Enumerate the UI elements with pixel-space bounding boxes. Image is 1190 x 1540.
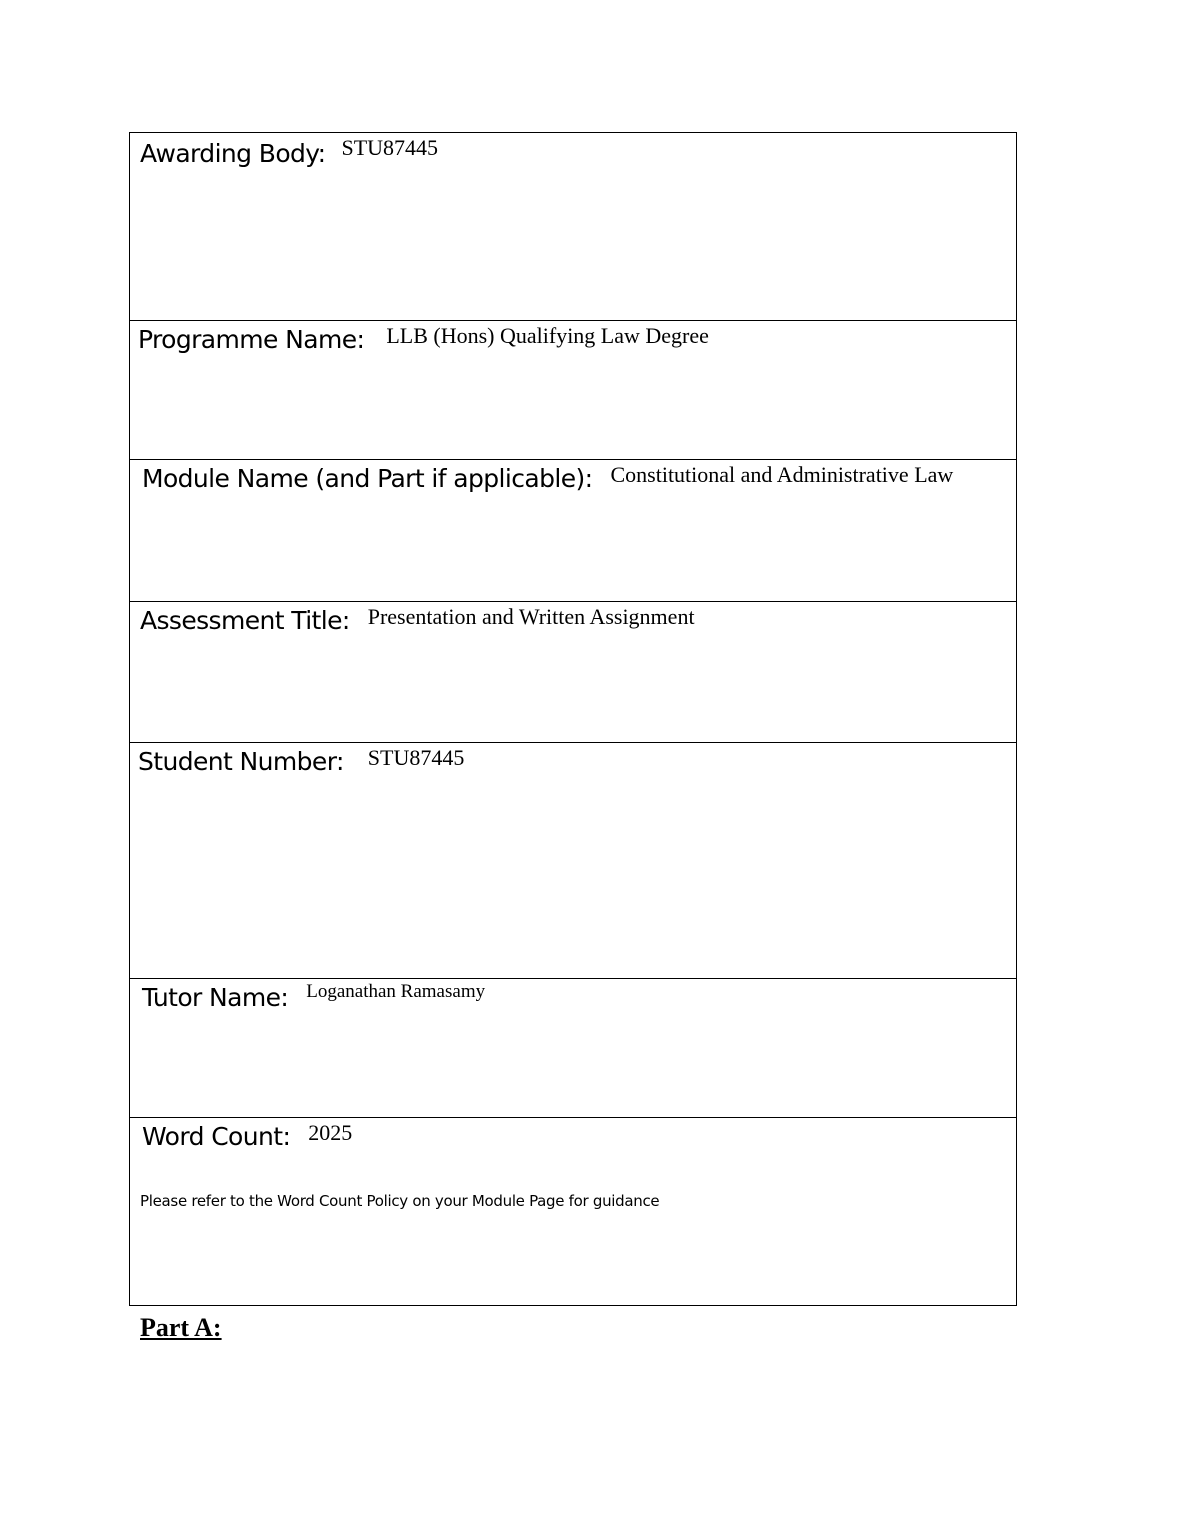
tutor-name-label: Tutor Name:	[142, 983, 289, 1012]
awarding-body-row	[130, 133, 1017, 321]
programme-name-row	[130, 321, 1017, 460]
cover-sheet-table	[129, 132, 1017, 1306]
student-number-row	[130, 743, 1017, 979]
student-number-label: Student Number:	[138, 747, 344, 776]
tutor-name-value: Loganathan Ramasamy	[306, 981, 486, 1002]
word-count-cell	[130, 1118, 1017, 1306]
tutor-name-row	[130, 979, 1017, 1118]
word-count-guidance: Please refer to the Word Count Policy on your Module Page for guidance	[140, 1192, 660, 1210]
assessment-title-value: Presentation and Written Assignment	[367, 604, 695, 629]
awarding-body-value: STU87445	[341, 135, 439, 160]
student-number-cell	[130, 743, 1017, 979]
programme-name-label: Programme Name:	[138, 325, 365, 354]
word-count-row	[130, 1118, 1017, 1306]
programme-name-cell	[130, 321, 1017, 460]
awarding-body-cell	[130, 133, 1017, 321]
word-count-value: 2025	[308, 1120, 353, 1145]
part-a-heading: Part A:	[140, 1313, 222, 1342]
module-name-row	[130, 460, 1017, 602]
tutor-name-cell	[130, 979, 1017, 1118]
module-name-cell	[130, 460, 1017, 602]
assessment-title-row	[130, 602, 1017, 743]
module-name-value: Constitutional and Administrative Law	[610, 462, 954, 487]
module-name-label: Module Name (and Part if applicable):	[142, 464, 593, 493]
assessment-title-label: Assessment Title:	[140, 606, 350, 635]
student-number-value: STU87445	[367, 745, 465, 770]
word-count-label: Word Count:	[142, 1122, 291, 1151]
programme-name-value: LLB (Hons) Qualifying Law Degree	[386, 323, 709, 348]
awarding-body-label: Awarding Body:	[140, 139, 326, 168]
assessment-title-cell	[130, 602, 1017, 743]
